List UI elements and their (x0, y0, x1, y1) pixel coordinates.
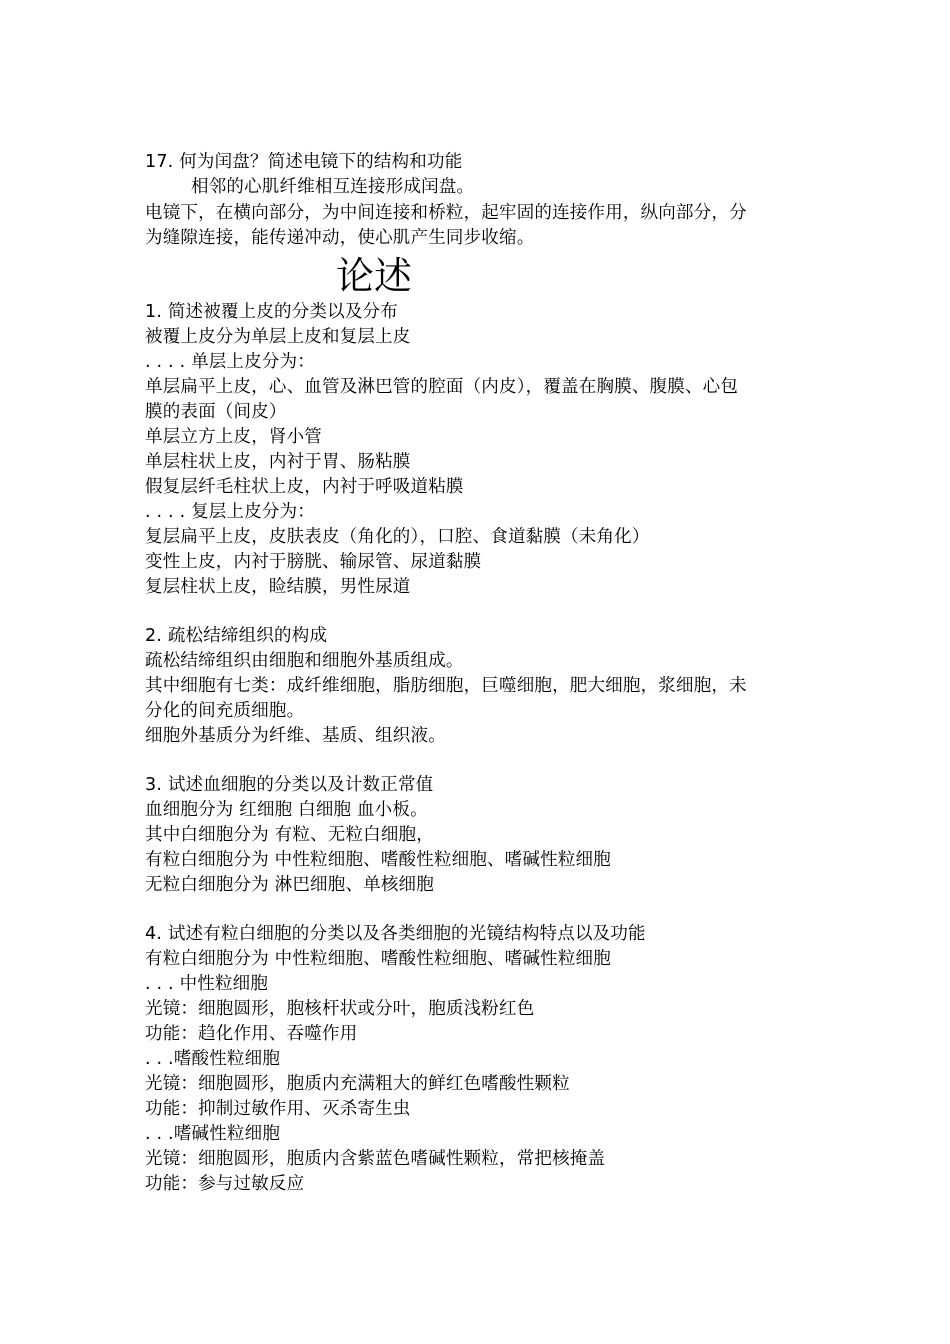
essay-3-line: 有粒白细胞分为 中性粒细胞、嗜酸性粒细胞、嗜碱性粒细胞 (145, 850, 611, 870)
essay-2-line: 其中细胞有七类：成纤维细胞，脂肪细胞，巨噬细胞，肥大细胞，浆细胞，未 (145, 676, 747, 696)
essay-1-line: 膜的表面（间皮） (145, 402, 287, 422)
section-heading: 论述 (336, 254, 413, 298)
essay-1-line: 复层扁平上皮，皮肤表皮（角化的），口腔、食道黏膜（未角化） (145, 527, 650, 547)
essay-1-line: 单层立方上皮，肾小管 (145, 427, 322, 447)
question-17-answer-line-1: 相邻的心肌纤维相互连接形成闰盘。 (191, 177, 475, 197)
essay-4-line: 光镜：细胞圆形，胞质内充满粗大的鲜红色嗜酸性颗粒 (145, 1074, 570, 1094)
essay-4-line: 功能：参与过敏反应 (145, 1174, 305, 1194)
essay-1-title: 1. 简述被覆上皮的分类以及分布 (145, 302, 398, 322)
question-17-answer-line-3: 为缝隙连接，能传递冲动，使心肌产生同步收缩。 (145, 228, 535, 248)
essay-3-line: 无粒白细胞分为 淋巴细胞、单核细胞 (145, 875, 434, 895)
essay-1-line: 被覆上皮分为单层上皮和复层上皮 (145, 327, 411, 347)
essay-4-line: 功能：趋化作用、吞噬作用 (145, 1024, 358, 1044)
essay-3-line: 其中白细胞分为 有粒、无粒白细胞， (145, 825, 434, 845)
essay-4-line: 有粒白细胞分为 中性粒细胞、嗜酸性粒细胞、嗜碱性粒细胞 (145, 949, 611, 969)
essay-1-line: 复层柱状上皮，睑结膜，男性尿道 (145, 577, 411, 597)
essay-3-line: 血细胞分为 红细胞 白细胞 血小板。 (145, 800, 428, 820)
essay-1-line: 假复层纤毛柱状上皮，内衬于呼吸道粘膜 (145, 477, 464, 497)
essay-1-line: 单层柱状上皮，内衬于胃、肠粘膜 (145, 452, 411, 472)
essay-1-line: 变性上皮，内衬于膀胱、输尿管、尿道黏膜 (145, 552, 482, 572)
essay-2-title: 2. 疏松结缔组织的构成 (145, 626, 328, 646)
essay-4-title: 4. 试述有粒白细胞的分类以及各类细胞的光镜结构特点以及功能 (145, 924, 646, 944)
essay-4-line: . . .嗜酸性粒细胞 (145, 1049, 281, 1069)
question-17-title: 17. 何为闰盘？简述电镜下的结构和功能 (145, 152, 463, 172)
essay-2-line: 分化的间充质细胞。 (145, 701, 305, 721)
essay-4-line: . . . 中性粒细胞 (145, 974, 269, 994)
essay-2-line: 细胞外基质分为纤维、基质、组织液。 (145, 726, 446, 746)
essay-4-line: . . .嗜碱性粒细胞 (145, 1124, 281, 1144)
essay-4-line: 光镜：细胞圆形，胞质内含紫蓝色嗜碱性颗粒，常把核掩盖 (145, 1149, 606, 1169)
essay-1-line: . . . . 复层上皮分为： (145, 502, 316, 522)
question-17-answer-line-2: 电镜下，在横向部分，为中间连接和桥粒，起牢固的连接作用，纵向部分，分 (145, 203, 747, 223)
essay-3-title: 3. 试述血细胞的分类以及计数正常值 (145, 775, 434, 795)
essay-2-line: 疏松结缔组织由细胞和细胞外基质组成。 (145, 651, 464, 671)
essay-1-line: . . . . 单层上皮分为： (145, 352, 316, 372)
essay-4-line: 功能：抑制过敏作用、灭杀寄生虫 (145, 1099, 411, 1119)
essay-4-line: 光镜：细胞圆形，胞核杆状或分叶，胞质浅粉红色 (145, 999, 535, 1019)
essay-1-line: 单层扁平上皮，心、血管及淋巴管的腔面（内皮），覆盖在胸膜、腹膜、心包 (145, 377, 739, 397)
